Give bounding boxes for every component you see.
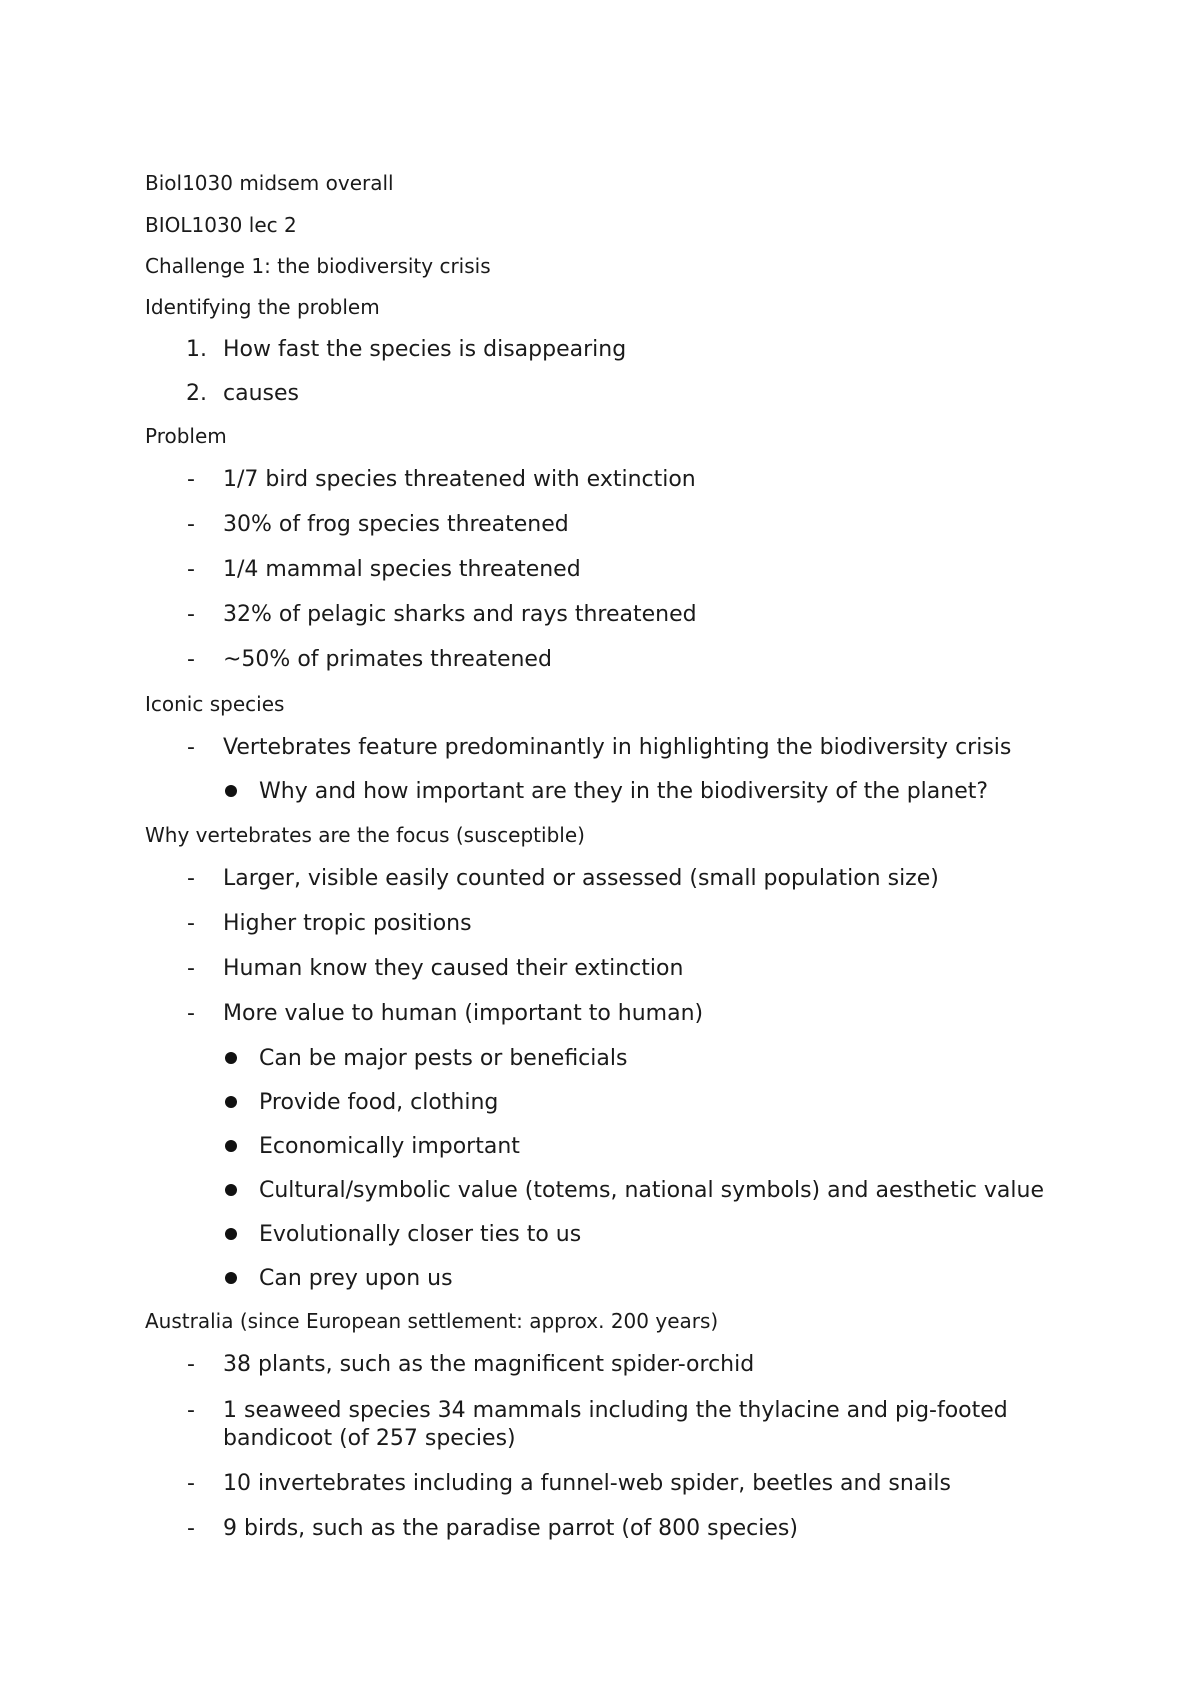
- round-bullet-icon: [225, 1228, 237, 1240]
- list-item-continuation: bandicoot (of 257 species): [223, 1426, 516, 1451]
- dash-bullet: -: [187, 1352, 195, 1377]
- round-bullet-icon: [225, 785, 237, 797]
- list-item: causes: [223, 381, 299, 406]
- sub-list-item: Can prey upon us: [259, 1266, 453, 1291]
- australia-heading: Australia (since European settlement: approx. 200 years): [145, 1309, 719, 1333]
- dash-bullet: -: [187, 467, 195, 492]
- vertebrates-heading: Why vertebrates are the focus (susceptible): [145, 823, 585, 847]
- list-item: Human know they caused their extinction: [223, 956, 684, 981]
- list-item: More value to human (important to human): [223, 1001, 704, 1026]
- dash-bullet: -: [187, 956, 195, 981]
- round-bullet-icon: [225, 1272, 237, 1284]
- list-item: How fast the species is disappearing: [223, 337, 627, 362]
- sub-list-item: Provide food, clothing: [259, 1090, 499, 1115]
- dash-bullet: -: [187, 647, 195, 672]
- list-item: 32% of pelagic sharks and rays threatened: [223, 602, 697, 627]
- dash-bullet: -: [187, 866, 195, 891]
- iconic-heading: Iconic species: [145, 692, 285, 716]
- list-item: 30% of frog species threatened: [223, 512, 569, 537]
- list-item: 38 plants, such as the magnificent spider-orchid: [223, 1352, 755, 1377]
- document-title: Biol1030 midsem overall: [145, 171, 394, 195]
- sub-list-item: Evolutionally closer ties to us: [259, 1222, 582, 1247]
- list-item: ~50% of primates threatened: [223, 647, 552, 672]
- list-item: Vertebrates feature predominantly in highlighting the biodiversity crisis: [223, 735, 1012, 760]
- sub-list-item: Cultural/symbolic value (totems, national symbols) and aesthetic value: [259, 1178, 1045, 1203]
- list-item: Larger, visible easily counted or assessed (small population size): [223, 866, 939, 891]
- list-number: 1.: [186, 337, 207, 362]
- dash-bullet: -: [187, 1001, 195, 1026]
- list-item: Higher tropic positions: [223, 911, 472, 936]
- list-item: 1/4 mammal species threatened: [223, 557, 581, 582]
- sub-list-item: Economically important: [259, 1134, 520, 1159]
- dash-bullet: -: [187, 557, 195, 582]
- dash-bullet: -: [187, 911, 195, 936]
- dash-bullet: -: [187, 602, 195, 627]
- sub-list-item: Why and how important are they in the biodiversity of the planet?: [259, 779, 989, 804]
- round-bullet-icon: [225, 1096, 237, 1108]
- dash-bullet: -: [187, 1471, 195, 1496]
- lecture-subtitle: BIOL1030 lec 2: [145, 213, 297, 237]
- dash-bullet: -: [187, 1516, 195, 1541]
- dash-bullet: -: [187, 735, 195, 760]
- dash-bullet: -: [187, 512, 195, 537]
- round-bullet-icon: [225, 1184, 237, 1196]
- identifying-heading: Identifying the problem: [145, 295, 380, 319]
- challenge-heading: Challenge 1: the biodiversity crisis: [145, 254, 491, 278]
- round-bullet-icon: [225, 1052, 237, 1064]
- sub-list-item: Can be major pests or beneficials: [259, 1046, 628, 1071]
- problem-heading: Problem: [145, 424, 227, 448]
- dash-bullet: -: [187, 1398, 195, 1423]
- list-number: 2.: [186, 381, 207, 406]
- list-item: 10 invertebrates including a funnel-web spider, beetles and snails: [223, 1471, 952, 1496]
- list-item: 9 birds, such as the paradise parrot (of 800 species): [223, 1516, 798, 1541]
- list-item: 1 seaweed species 34 mammals including the thylacine and pig-footed: [223, 1398, 1008, 1423]
- round-bullet-icon: [225, 1140, 237, 1152]
- list-item: 1/7 bird species threatened with extinction: [223, 467, 696, 492]
